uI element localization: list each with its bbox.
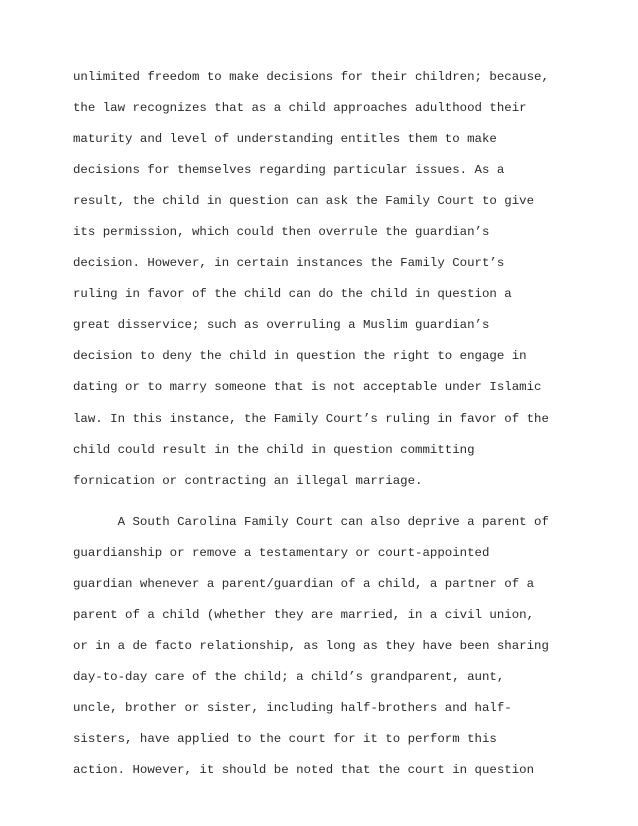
text-line: child could result in the child in question committing [73,442,475,457]
paragraph-2 [73,507,573,786]
text-line: parent of a child (whether they are married, in a civil union, [73,607,535,622]
text-line: dating or to marry someone that is not acceptable under Islamic [73,380,542,395]
text-line: its permission, which could then overrule the guardian’s [73,225,490,240]
text-line: law. In this instance, the Family Court’s ruling in favor of the [73,411,549,426]
text-line: or in a de facto relationship, as long as they have been sharing [73,638,549,653]
text-line: maturity and level of understanding entitles them to make [73,132,497,147]
text-line: unlimited freedom to make decisions for their children; because, [73,70,549,84]
text-line: great disservice; such as overruling a Muslim guardian’s [73,318,490,333]
text-line: uncle, brother or sister, including half-brothers and half- [73,700,512,715]
text-line: fornication or contracting an illegal marriage. [73,473,423,488]
text-line: the law recognizes that as a child approaches adulthood their [73,101,527,116]
text-line: guardianship or remove a testamentary or court-appointed [73,545,490,560]
paragraph-1 [73,62,573,497]
text-line: result, the child in question can ask the Family Court to give [73,194,535,209]
text-line: A South Carolina Family Court can also deprive a parent of [73,514,549,529]
body-text [73,62,573,786]
text-line: day-to-day care of the child; a child’s grandparent, aunt, [73,669,505,684]
paragraph-spacer [73,497,573,507]
text-line: decision to deny the child in question the right to engage in [73,349,527,364]
text-line: decision. However, in certain instances the Family Court’s [73,256,505,271]
text-line: sisters, have applied to the court for it to perform this [73,731,497,746]
text-line: ruling in favor of the child can do the child in question a [73,287,512,302]
text-line: decisions for themselves regarding particular issues. As a [73,163,505,178]
text-line: guardian whenever a parent/guardian of a child, a partner of a [73,576,535,591]
text-line: action. However, it should be noted that the court in question [73,763,535,778]
